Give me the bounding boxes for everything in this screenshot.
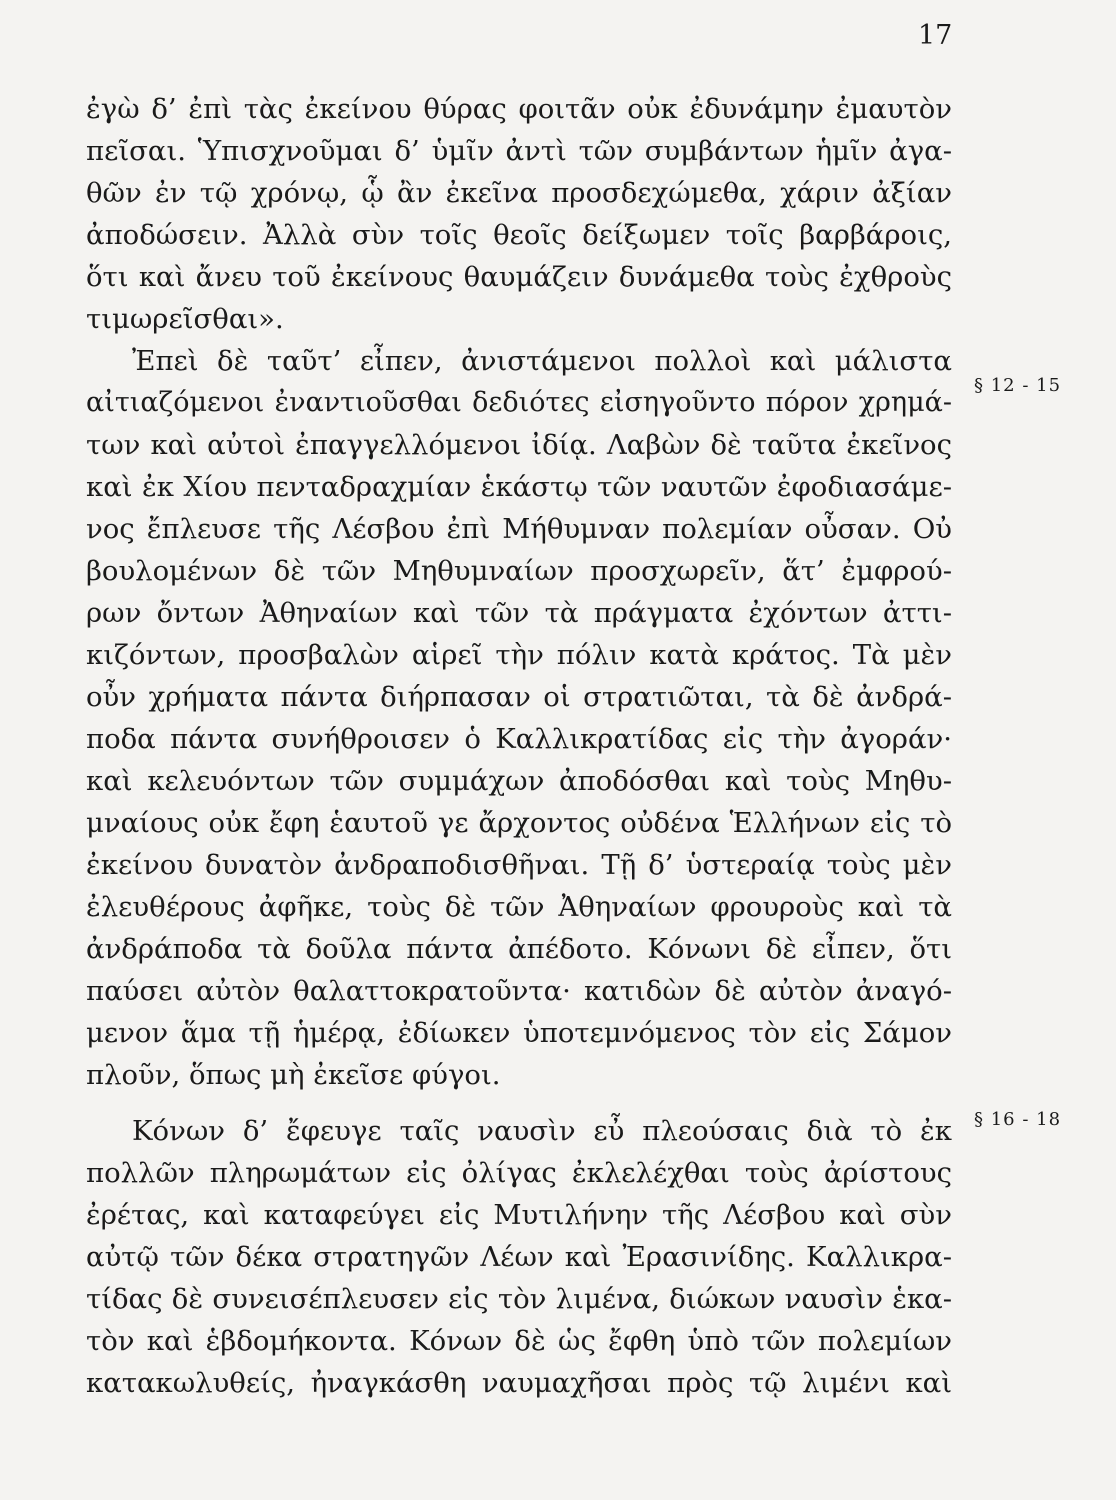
margin-section-reference: § 16 - 18 [974, 1109, 1062, 1130]
text-line: ρων ὄντων Ἀθηναίων καὶ τῶν τὰ πράγματα ἐχόντων ἀττι- [86, 597, 952, 629]
text-line: ἀνδράποδα τὰ δοῦλα πάντα ἀπέδοτο. Κόνωνι δὲ εἶπεν, ὅτι [86, 933, 952, 965]
text-line: βουλομένων δὲ τῶν Μηθυμναίων προσχωρεῖν, ἅτ’ ἐμφρού- [86, 555, 952, 587]
paragraph [86, 340, 952, 1096]
text-line: ἐλευθέρους ἀφῆκε, τοὺς δὲ τῶν Ἀθηναίων φρουροὺς καὶ τὰ [86, 891, 952, 923]
paragraph [86, 88, 952, 340]
text-line: ὅτι καὶ ἄνευ τοῦ ἐκείνους θαυμάζειν δυνάμεθα τοὺς ἐχθροὺς [86, 261, 952, 293]
text-line: ἐγὼ δ’ ἐπὶ τὰς ἐκείνου θύρας φοιτᾶν οὐκ ἐδυνάμην ἐμαυτὸν [86, 93, 952, 125]
text-line: οὖν χρήματα πάντα διήρπασαν οἱ στρατιῶται, τὰ δὲ ἀνδρά- [86, 681, 952, 713]
text-line: ποδα πάντα συνήθροισεν ὁ Καλλικρατίδας εἰς τὴν ἀγοράν· [86, 723, 952, 755]
text-line: ἐρέτας, καὶ καταφεύγει εἰς Μυτιλήνην τῆς Λέσβου καὶ σὺν [86, 1199, 952, 1231]
text-line: καὶ κελευόντων τῶν συμμάχων ἀποδόσθαι καὶ τοὺς Μηθυ- [86, 765, 952, 797]
text-line: νος ἔπλευσε τῆς Λέσβου ἐπὶ Μήθυμναν πολεμίαν οὖσαν. Οὐ [86, 513, 952, 545]
text-line: αὐτῷ τῶν δέκα στρατηγῶν Λέων καὶ Ἐρασινίδης. Καλλικρα- [86, 1241, 952, 1273]
text-line: πεῖσαι. Ὑπισχνοῦμαι δ’ ὑμῖν ἀντὶ τῶν συμβάντων ἡμῖν ἀγα- [86, 135, 952, 167]
paragraph [86, 1110, 952, 1404]
text-line: μενον ἅμα τῇ ἡμέρᾳ, ἐδίωκεν ὑποτεμνόμενος τὸν εἰς Σάμον [86, 1017, 952, 1049]
text-line: πολλῶν πληρωμάτων εἰς ὀλίγας ἐκλελέχθαι τοὺς ἀρίστους [86, 1157, 952, 1189]
text-line: ἐκείνου δυνατὸν ἀνδραποδισθῆναι. Τῇ δ’ ὑστεραίᾳ τοὺς μὲν [86, 849, 952, 881]
text-line: Ἐπεὶ δὲ ταῦτ’ εἶπεν, ἀνιστάμενοι πολλοὶ καὶ μάλιστα [132, 345, 952, 377]
text-line: ἀποδώσειν. Ἀλλὰ σὺν τοῖς θεοῖς δείξωμεν τοῖς βαρβάροις, [86, 219, 952, 251]
text-line: Κόνων δ’ ἔφευγε ταῖς ναυσὶν εὖ πλεούσαις διὰ τὸ ἐκ [132, 1115, 952, 1147]
page-number: 17 [918, 20, 953, 51]
main-text [86, 88, 952, 1404]
text-line: παύσει αὐτὸν θαλαττοκρατοῦντα· κατιδὼν δὲ αὐτὸν ἀναγό- [86, 975, 952, 1007]
text-line: κατακωλυθείς, ἠναγκάσθη ναυμαχῆσαι πρὸς τῷ λιμένι καὶ [86, 1367, 952, 1399]
text-line: πλοῦν, ὅπως μὴ ἐκεῖσε φύγοι. [86, 1059, 501, 1091]
text-line: μναίους οὐκ ἔφη ἑαυτοῦ γε ἄρχοντος οὐδένα Ἑλλήνων εἰς τὸ [86, 807, 952, 839]
margin-section-reference: § 12 - 15 [974, 375, 1062, 396]
text-line: των καὶ αὐτοὶ ἐπαγγελλόμενοι ἰδίᾳ. Λαβὼν δὲ ταῦτα ἐκεῖνος [86, 429, 952, 461]
text-line: αἰτιαζόμενοι ἐναντιοῦσθαι δεδιότες εἰσηγοῦντο πόρον χρημά- [86, 387, 952, 418]
paragraph-gap [86, 1096, 952, 1110]
text-line: καὶ ἐκ Χίου πενταδραχμίαν ἑκάστῳ τῶν ναυτῶν ἐφοδιασάμε- [86, 471, 952, 503]
text-line: τίδας δὲ συνεισέπλευσεν εἰς τὸν λιμένα, διώκων ναυσὶν ἑκα- [86, 1283, 952, 1315]
text-line: κιζόντων, προσβαλὼν αἱρεῖ τὴν πόλιν κατὰ κράτος. Τὰ μὲν [86, 639, 952, 671]
text-line: τιμωρεῖσθαι». [86, 303, 284, 335]
text-line: θῶν ἐν τῷ χρόνῳ, ᾧ ἂν ἐκεῖνα προσδεχώμεθα, χάριν ἀξίαν [86, 177, 952, 209]
text-line: τὸν καὶ ἑβδομήκοντα. Κόνων δὲ ὡς ἔφθη ὑπὸ τῶν πολεμίων [86, 1325, 952, 1357]
